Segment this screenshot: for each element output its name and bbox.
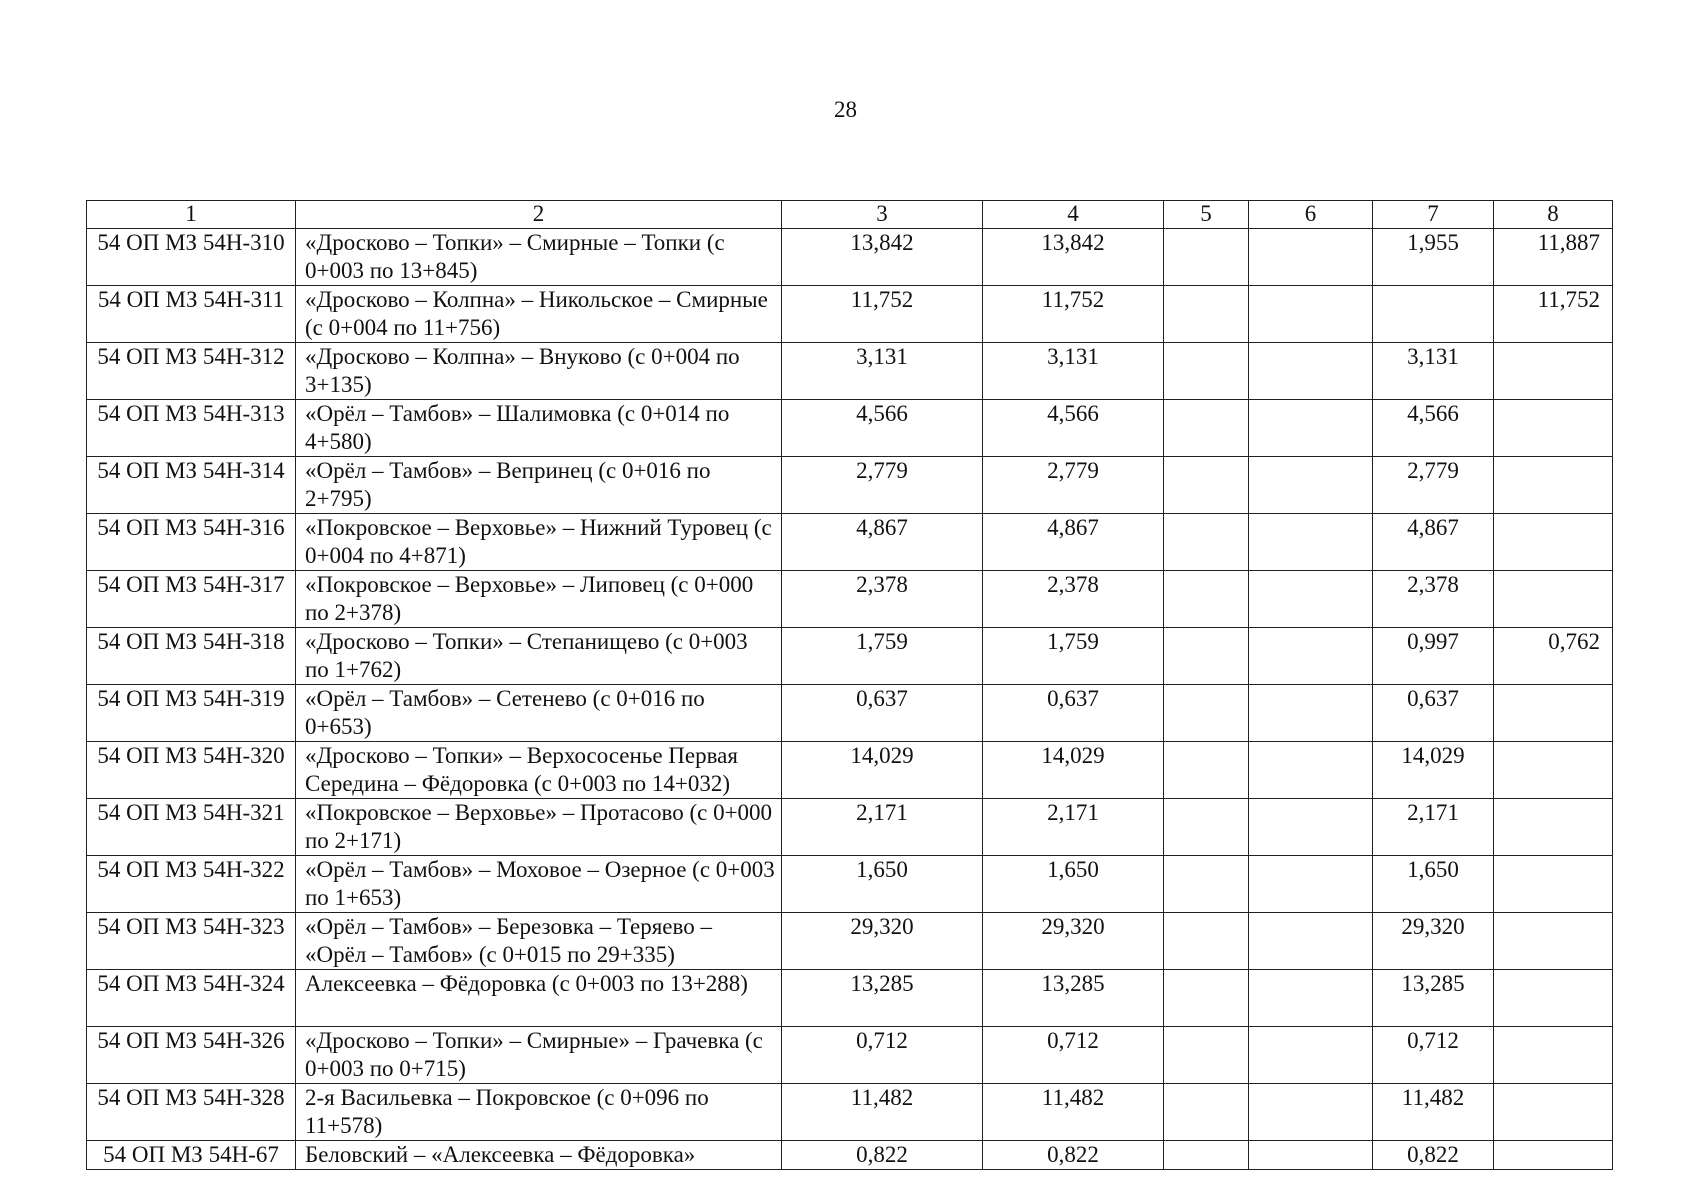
length-col6-cell [1249, 742, 1373, 799]
length-col5-cell [1164, 685, 1249, 742]
road-name-cell: Алексеевка – Фёдоровка (с 0+003 по 13+288) [296, 970, 782, 1027]
column-header: 7 [1373, 201, 1494, 229]
length-col6-cell [1249, 343, 1373, 400]
road-code-cell: 54 ОП МЗ 54Н-326 [87, 1027, 296, 1084]
road-name-cell: «Покровское – Верховье» – Липовец (с 0+000 по 2+378) [296, 571, 782, 628]
length-col7-cell: 13,285 [1373, 970, 1494, 1027]
column-header: 6 [1249, 201, 1373, 229]
road-name-cell: «Покровское – Верховье» – Нижний Туровец (с 0+004 по 4+871) [296, 514, 782, 571]
length-col7-cell: 1,955 [1373, 229, 1494, 286]
road-code-cell: 54 ОП МЗ 54Н-318 [87, 628, 296, 685]
length-col4-cell: 3,131 [983, 343, 1164, 400]
length-col8-cell [1494, 856, 1613, 913]
road-name-cell: «Дросково – Топки» – Степанищево (с 0+003 по 1+762) [296, 628, 782, 685]
length-total-cell: 13,842 [782, 229, 983, 286]
road-code-cell: 54 ОП МЗ 54Н-323 [87, 913, 296, 970]
length-col6-cell [1249, 799, 1373, 856]
table-row [87, 856, 1613, 913]
length-col7-cell: 0,822 [1373, 1141, 1494, 1170]
length-col7-cell: 4,867 [1373, 514, 1494, 571]
length-col4-cell: 11,482 [983, 1084, 1164, 1141]
length-col8-cell [1494, 913, 1613, 970]
road-code-cell: 54 ОП МЗ 54Н-314 [87, 457, 296, 514]
length-col8-cell [1494, 1141, 1613, 1170]
road-name-cell: «Дросково – Колпна» – Внуково (с 0+004 по 3+135) [296, 343, 782, 400]
length-total-cell: 4,867 [782, 514, 983, 571]
length-col8-cell [1494, 571, 1613, 628]
length-col5-cell [1164, 742, 1249, 799]
table-row [87, 685, 1613, 742]
length-total-cell: 1,650 [782, 856, 983, 913]
length-col8-cell [1494, 1027, 1613, 1084]
length-col4-cell: 1,759 [983, 628, 1164, 685]
road-name-cell: «Орёл – Тамбов» – Вепринец (с 0+016 по 2+795) [296, 457, 782, 514]
road-name-cell: «Дросково – Топки» – Смирные – Топки (с 0+003 по 13+845) [296, 229, 782, 286]
road-code-cell: 54 ОП МЗ 54Н-67 [87, 1141, 296, 1170]
length-total-cell: 2,378 [782, 571, 983, 628]
length-col8-cell [1494, 685, 1613, 742]
length-col7-cell: 14,029 [1373, 742, 1494, 799]
length-col6-cell [1249, 685, 1373, 742]
length-col4-cell: 0,637 [983, 685, 1164, 742]
road-name-cell: 2-я Васильевка – Покровское (с 0+096 по 11+578) [296, 1084, 782, 1141]
length-col7-cell: 11,482 [1373, 1084, 1494, 1141]
table-body [87, 229, 1613, 1170]
road-code-cell: 54 ОП МЗ 54Н-324 [87, 970, 296, 1027]
length-col5-cell [1164, 913, 1249, 970]
column-header: 5 [1164, 201, 1249, 229]
length-total-cell: 0,822 [782, 1141, 983, 1170]
length-col7-cell: 0,997 [1373, 628, 1494, 685]
length-col7-cell: 29,320 [1373, 913, 1494, 970]
road-code-cell: 54 ОП МЗ 54Н-319 [87, 685, 296, 742]
roads-table [86, 200, 1613, 1170]
length-col5-cell [1164, 856, 1249, 913]
table-row [87, 229, 1613, 286]
length-col8-cell [1494, 457, 1613, 514]
table-row [87, 970, 1613, 1027]
length-col8-cell: 0,762 [1494, 628, 1613, 685]
road-code-cell: 54 ОП МЗ 54Н-312 [87, 343, 296, 400]
length-col7-cell: 4,566 [1373, 400, 1494, 457]
length-col6-cell [1249, 1027, 1373, 1084]
length-col4-cell: 2,779 [983, 457, 1164, 514]
length-col4-cell: 13,842 [983, 229, 1164, 286]
length-col4-cell: 1,650 [983, 856, 1164, 913]
length-col8-cell: 11,887 [1494, 229, 1613, 286]
length-total-cell: 13,285 [782, 970, 983, 1027]
length-col8-cell [1494, 343, 1613, 400]
road-name-cell: «Орёл – Тамбов» – Моховое – Озерное (с 0+003 по 1+653) [296, 856, 782, 913]
column-header: 3 [782, 201, 983, 229]
road-code-cell: 54 ОП МЗ 54Н-317 [87, 571, 296, 628]
length-col7-cell: 0,712 [1373, 1027, 1494, 1084]
length-col7-cell: 0,637 [1373, 685, 1494, 742]
length-col5-cell [1164, 457, 1249, 514]
column-header: 8 [1494, 201, 1613, 229]
length-col4-cell: 29,320 [983, 913, 1164, 970]
length-col5-cell [1164, 799, 1249, 856]
length-total-cell: 29,320 [782, 913, 983, 970]
road-name-cell: «Дросково – Топки» – Смирные» – Грачевка (с 0+003 по 0+715) [296, 1027, 782, 1084]
table-row [87, 1084, 1613, 1141]
length-col4-cell: 4,566 [983, 400, 1164, 457]
length-col5-cell [1164, 400, 1249, 457]
length-col8-cell [1494, 970, 1613, 1027]
length-col6-cell [1249, 571, 1373, 628]
road-code-cell: 54 ОП МЗ 54Н-320 [87, 742, 296, 799]
length-col6-cell [1249, 913, 1373, 970]
length-col5-cell [1164, 628, 1249, 685]
length-col7-cell: 2,378 [1373, 571, 1494, 628]
table-row [87, 1027, 1613, 1084]
road-code-cell: 54 ОП МЗ 54Н-328 [87, 1084, 296, 1141]
road-code-cell: 54 ОП МЗ 54Н-321 [87, 799, 296, 856]
table-row [87, 457, 1613, 514]
road-code-cell: 54 ОП МЗ 54Н-310 [87, 229, 296, 286]
length-col7-cell: 2,171 [1373, 799, 1494, 856]
table-row [87, 514, 1613, 571]
length-total-cell: 0,712 [782, 1027, 983, 1084]
length-col5-cell [1164, 343, 1249, 400]
road-name-cell: «Дросково – Колпна» – Никольское – Смирные (с 0+004 по 11+756) [296, 286, 782, 343]
length-total-cell: 2,171 [782, 799, 983, 856]
length-total-cell: 0,637 [782, 685, 983, 742]
length-col8-cell [1494, 400, 1613, 457]
length-col4-cell: 11,752 [983, 286, 1164, 343]
length-total-cell: 2,779 [782, 457, 983, 514]
header-row [87, 201, 1613, 229]
length-col4-cell: 2,171 [983, 799, 1164, 856]
length-col6-cell [1249, 1141, 1373, 1170]
length-col4-cell: 13,285 [983, 970, 1164, 1027]
road-name-cell: «Орёл – Тамбов» – Березовка – Теряево – «Орёл – Тамбов» (с 0+015 по 29+335) [296, 913, 782, 970]
length-col6-cell [1249, 286, 1373, 343]
length-col5-cell [1164, 970, 1249, 1027]
length-total-cell: 11,482 [782, 1084, 983, 1141]
table-row [87, 742, 1613, 799]
length-col8-cell: 11,752 [1494, 286, 1613, 343]
length-col4-cell: 0,712 [983, 1027, 1164, 1084]
road-code-cell: 54 ОП МЗ 54Н-311 [87, 286, 296, 343]
length-col5-cell [1164, 1027, 1249, 1084]
length-col8-cell [1494, 514, 1613, 571]
length-total-cell: 14,029 [782, 742, 983, 799]
road-name-cell: «Орёл – Тамбов» – Сетенево (с 0+016 по 0+653) [296, 685, 782, 742]
length-col6-cell [1249, 229, 1373, 286]
column-header: 1 [87, 201, 296, 229]
length-col8-cell [1494, 1084, 1613, 1141]
table-row [87, 913, 1613, 970]
table-row [87, 1141, 1613, 1170]
table-row [87, 628, 1613, 685]
length-col6-cell [1249, 514, 1373, 571]
page-number: 28 [834, 97, 857, 122]
length-col6-cell [1249, 856, 1373, 913]
length-col7-cell: 2,779 [1373, 457, 1494, 514]
length-col4-cell: 14,029 [983, 742, 1164, 799]
length-col7-cell [1373, 286, 1494, 343]
table-row [87, 286, 1613, 343]
length-total-cell: 1,759 [782, 628, 983, 685]
length-col5-cell [1164, 286, 1249, 343]
length-col6-cell [1249, 628, 1373, 685]
length-col6-cell [1249, 400, 1373, 457]
length-col4-cell: 4,867 [983, 514, 1164, 571]
table-row [87, 400, 1613, 457]
table-row [87, 343, 1613, 400]
length-total-cell: 4,566 [782, 400, 983, 457]
road-code-cell: 54 ОП МЗ 54Н-316 [87, 514, 296, 571]
length-col5-cell [1164, 514, 1249, 571]
road-name-cell: Беловский – «Алексеевка – Фёдоровка» [296, 1141, 782, 1170]
length-col8-cell [1494, 799, 1613, 856]
column-header: 4 [983, 201, 1164, 229]
length-col5-cell [1164, 1141, 1249, 1170]
length-col4-cell: 2,378 [983, 571, 1164, 628]
length-total-cell: 11,752 [782, 286, 983, 343]
length-col5-cell [1164, 571, 1249, 628]
length-col5-cell [1164, 229, 1249, 286]
road-name-cell: «Покровское – Верховье» – Протасово (с 0+000 по 2+171) [296, 799, 782, 856]
length-col6-cell [1249, 1084, 1373, 1141]
table-row [87, 799, 1613, 856]
length-total-cell: 3,131 [782, 343, 983, 400]
length-col6-cell [1249, 457, 1373, 514]
road-name-cell: «Дросково – Топки» – Верхососенье Первая Середина – Фёдоровка (с 0+003 по 14+032) [296, 742, 782, 799]
table-row [87, 571, 1613, 628]
length-col5-cell [1164, 1084, 1249, 1141]
length-col7-cell: 1,650 [1373, 856, 1494, 913]
length-col8-cell [1494, 742, 1613, 799]
road-name-cell: «Орёл – Тамбов» – Шалимовка (с 0+014 по 4+580) [296, 400, 782, 457]
length-col7-cell: 3,131 [1373, 343, 1494, 400]
road-code-cell: 54 ОП МЗ 54Н-322 [87, 856, 296, 913]
road-code-cell: 54 ОП МЗ 54Н-313 [87, 400, 296, 457]
length-col6-cell [1249, 970, 1373, 1027]
column-header: 2 [296, 201, 782, 229]
length-col4-cell: 0,822 [983, 1141, 1164, 1170]
